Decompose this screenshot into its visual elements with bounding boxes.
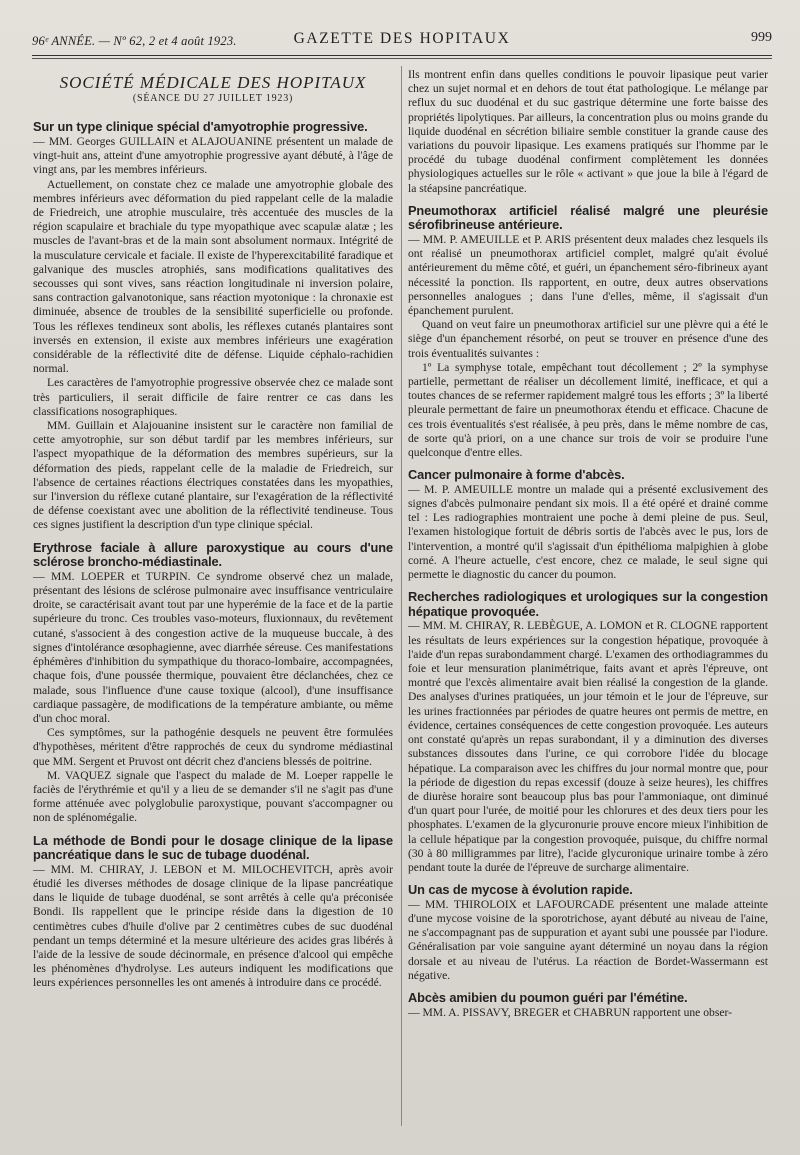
article-title: La méthode de Bondi pour le dosage clinique de la lipase pancréatique dans le suc de tubage duodénal.	[33, 832, 393, 863]
left-column	[33, 68, 393, 991]
article	[408, 883, 768, 983]
article-paragraph: — MM. M. CHIRAY, R. LEBÈGUE, A. LOMON et R. CLOGNE rapportent les résultats de leurs expériences sur la congestion hépatique, provoquée à l'aide d'un repas surabondamment chargé. L'examen des orthodiagrammes du foie et leur mensuration planimétrique, faits avant et après l'épreuve, ont montré que l'excès alimentaire avait bien réalisé la congestion de la glande. Des analyses d'urines pratiquées, un jour témoin et le jour de l'épreuve, sur les urines fractionnées par périodes de quatre heures ont permis de mettre, en évidence, certaines conséquences de cette congestion provoquée. Les auteurs ont constaté qu'après un repas surabondant, il y a diminution des diverses substances dissoutes dans l'urine, ce qui corrobore l'idée du blocage hépatique. La comparaison avec les chiffres du jour normal montre que, pour la période de digestion du repas excessif (douze à seize heures), les chiffres de diurèse horaire sont beaucoup plus bas pour l'ammoniaque, ont diminué d'un quart pour l'urée, de moitié pour les chlorures et des deux tiers pour les phosphates. L'examen de la glycuronurie prouve encore mieux l'inhibition de la cellule hépatique par la congestion provoquée, puisque, du chiffre normal (30 à 80 milligrammes par litre), l'acide glycuronique urinaire tombe à zéro pendant toute la durée de l'épreuve de surcharge alimentaire.	[408, 619, 768, 874]
article	[408, 68, 768, 196]
article	[33, 120, 393, 532]
article-title: Erythrose faciale à allure paroxystique au cours d'une sclérose broncho-médiastinale.	[33, 539, 393, 570]
section-title: SOCIÉTÉ MÉDICALE DES HOPITAUX	[59, 73, 367, 92]
article-title: Un cas de mycose à évolution rapide.	[408, 882, 633, 898]
article	[33, 834, 393, 991]
page-header	[32, 28, 772, 54]
article	[408, 590, 768, 875]
article-paragraph: MM. Guillain et Alajouanine insistent sur le caractère non familial de cette amyotrophie, sur son début tardif par les membres inférieurs, sur l'aspect myopathique de la déformation des membres supérieurs, sur la déformation des pieds, rappelant celle de la maladie de Friedreich, sur l'absence de certaines réactions électriques constatées dans les myopathies, sur l'inversion du réflexe cutané plantaire, sur l'exagération de la réflectivité de défense coexistant avec une abolition de la réflectivité tendineuse. Tous ces signes justifient la description d'un type clinique spécial.	[33, 419, 393, 532]
issue-info: 96ᵉ ANNÉE. — Nº 62, 2 et 4 août 1923.	[32, 34, 237, 48]
article-paragraph: — MM. Georges GUILLAIN et ALAJOUANINE présentent un malade de vingt-huit ans, atteint d'une amyotrophie progressive ayant débuté, à l'âge de vingt ans, par les membres inférieurs.	[33, 135, 393, 177]
right-articles	[408, 68, 768, 1020]
article-paragraph: Quand on veut faire un pneumothorax artificiel sur une plèvre qui a été le siège d'un épanchement résorbé, on peut se trouver en présence d'une des trois éventualités suivantes :	[408, 318, 768, 360]
article-title: Sur un type clinique spécial d'amyotrophie progressive.	[33, 119, 368, 135]
article-paragraph: — M. P. AMEUILLE montre un malade qui a présenté exclusivement des signes d'abcès pulmonaire pendant six mois. Il a été opéré et drainé comme tel : Les radiographies montraient une poche à demi pleine de pus. Seul, l'examen histologique fortuit de débris sortis de l'abcès avec le pus, lors de l'intervention, a montré qu'il s'agissait d'un épithélioma malpighien à globe corné. A l'heure actuelle, c'est encore, chez ce malade, le seul signe qui permette le diagnostic du cancer du poumon.	[408, 482, 768, 582]
page-number: 999	[751, 30, 772, 45]
article-paragraph: — MM. P. AMEUILLE et P. ARIS présentent deux malades chez lesquels ils ont réalisé un pneumothorax artificiel complet, malgré qu'ait évolué antérieurement du même côté, et guéri, un épanchement séro-fibrineux ayant nécessité la ponction. Ils rapportent, en outre, deux autres observations personnelles analogues ; dans l'une d'elles, même, il s'agissait d'un épanchement purulent.	[408, 233, 768, 318]
article-title: Abcès amibien du poumon guéri par l'émétine.	[408, 989, 688, 1005]
header-rule	[32, 55, 772, 56]
article-title: Pneumothorax artificiel réalisé malgré une pleurésie sérofibrineuse antérieure.	[408, 202, 768, 233]
article-title: Recherches radiologiques et urologiques sur la congestion hépatique provoquée.	[408, 589, 768, 619]
article-paragraph: — MM. LOEPER et TURPIN. Ce syndrome observé chez un malade, présentant des lésions de sclérose pulmonaire avec insuffisance ventriculaire droite, se caractérisait avant tout par une hyperémie de la face et de la partie supérieure du tronc. Ces troubles vaso-moteurs, fluxionnaux, du revêtement cutané, s'associent à des congestion active de la muqueuse buccale, à des signes d'intolérance œsophagienne, avec diarrhée séreuse. Ces manifestations éphémères d'inhibition du sympathique du thoraco-lombaire, accompagnées, chaque fois, d'une poussée thermique, pouvaient être déclanchées, chez ce malade, sous l'influence d'une cause toxique (alcool), d'une insuffisance cardiaque passagère, de modifications de la température ambiante, ou même d'un choc moral.	[33, 569, 393, 725]
article-paragraph: — MM. M. CHIRAY, J. LEBON et M. MILOCHEVITCH, après avoir étudié les diverses méthodes de dosage clinique de la lipase pancréatique dans le liquide de tubage duodénal, se sont arrêtés à celle qu'a préconisée Bondi. Ils rappellent que le principe réside dans la digestion de 10 centimètres cubes d'huile d'olive par 2 centimètres cubes de suc duodénal pendant un temps déterminé et la mesure ultérieure des acides gras libérés à l'aide de la lessive de soude décinormale, en présence d'alcool qui empêche les phénomènes d'hydrolyse. Les auteurs indiquent les modifications que leurs expériences personnelles les ont amenés à introduire dans ce procédé.	[33, 862, 393, 990]
article-paragraph: — MM. A. PISSAVY, BREGER et CHABRUN rapportent une obser-	[408, 1005, 732, 1019]
article	[408, 468, 768, 582]
journal-title: GAZETTE DES HOPITAUX	[293, 30, 511, 47]
column-divider	[401, 66, 402, 1126]
article	[408, 991, 768, 1020]
article-paragraph: Ils montrent enfin dans quelles conditions le pouvoir lipasique peut varier chez un sujet normal et en dehors de tout état pathologique. Le mélange par reflux du suc duodénal et du suc gastrique détermine une forte baisse des propriétés lipolytiques. Par ailleurs, la concentration plus ou moins grande du liquide duodénal en sécrétion biliaire semble constituer la grande cause des variations du pouvoir lipasique. Les examens pratiqués sur l'homme par le procédé du tubage duodénal confirment complètement les données physiologiques actuelles sur le rôle « activant » que joue la bile à l'égard de la stéapsine pancréatique.	[408, 68, 768, 195]
section-subtitle: (SÉANCE DU 27 JUILLET 1923)	[132, 93, 294, 105]
right-column	[408, 68, 768, 1020]
article-paragraph: 1º La symphyse totale, empêchant tout décollement ; 2º la symphyse partielle, permettant de réaliser un décollement limité, inefficace, et qui a toutes chances de se refermer rapidement malgré tous les efforts ; 3º la liberté pleurale permettant de faire un pneumothorax étendu et efficace. Chacune de ces trois éventualités s'est réalisée, à peu près, dans le même nombre de cas, de sorte qu'à priori, on a une chance sur trois de voir se produire l'une quelconque d'entre elles.	[408, 360, 768, 460]
article-paragraph: Les caractères de l'amyotrophie progressive observée chez ce malade sont très particuliers, il serait difficile de faire rentrer ce cas dans les classifications nosographiques.	[33, 376, 393, 418]
article	[408, 204, 768, 460]
article	[33, 541, 393, 826]
article-paragraph: Actuellement, on constate chez ce malade une amyotrophie globale des membres inférieurs avec déformation du pied rappelant celle de la maladie de Friedreich, une atrophie musculaire, très accentuée des muscles de la région scapulaire et brachiale du type myopathique avec scapulæ alatæ ; les muscles de l'avant-bras et de la main sont absolument normaux. Intégrité de la musculature cervicale et faciale. Il existe de l'hyperexcitabilité faradique et galvanique des muscles atrophiés, sans modifications qualitatives des secousses qui sont vives, sans réaction longitudinale ni inversion polaire, sans contraction galvanotonique, sans réaction myotonique : la chronaxie est diminuée, absence de troubles de la sensibilité superficielle ou profonde. Tous les réflexes tendineux sont abolis, les réflexes cutanés plantaires sont inversés en extension, il existe aux membres inférieurs une exagération considérable de la réflectivité dite de défense. Liquide céphalo-rachidien normal.	[33, 177, 393, 376]
article-paragraph: M. VAQUEZ signale que l'aspect du malade de M. Loeper rappelle le faciès de l'érythrémie et qu'il y a lieu de se demander s'il ne s'agit pas d'une forme atténuée avec polyglobulie paroxystique, pouvant s'accompagner ou non de splénomégalie.	[33, 768, 393, 825]
article-paragraph: Ces symptômes, sur la pathogénie desquels ne peuvent être formulées d'hypothèses, méritent d'être rapprochés de ceux du syndrome médiastinal que MM. Sergent et Pruvost ont décrit chez d'anciens blessés de poitrine.	[33, 726, 393, 768]
article-paragraph: — MM. THIROLOIX et LAFOURCADE présentent une malade atteinte d'une mycose voisine de la sporotrichose, ayant débuté au niveau de l'aine, ne s'accompagnant pas de suppuration et ayant subi une poussée par l'iodure. Généralisation par voie sanguine ayant déterminé un noyau dans la région dorsale et au niveau de l'utérus. La réaction de Bordet-Wassermann est négative.	[408, 897, 768, 982]
header-rule-thin	[32, 58, 772, 59]
article-title: Cancer pulmonaire à forme d'abcès.	[408, 467, 625, 483]
left-articles	[33, 120, 393, 990]
